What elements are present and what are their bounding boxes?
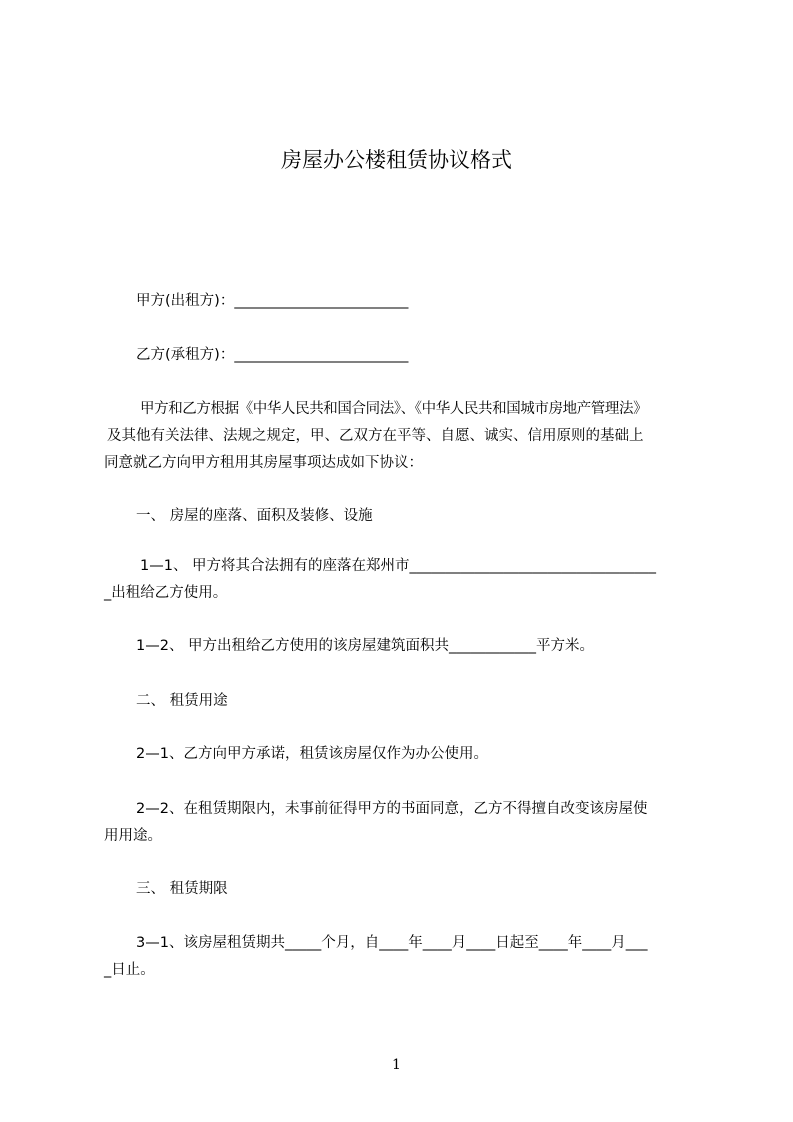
clause-2-2-line-1: 2—2、在租赁期限内，未事前征得甲方的书面同意，乙方不得擅自改变该房屋使 [136,801,648,817]
clause-1-1-line-2: _出租给乙方使用。 [104,585,228,601]
party-a-line: 甲方(出租方)：________________________ [136,293,409,309]
preamble-line-2: 及其他有关法律、法规之规定，甲、乙双方在平等、自愿、诚实、信用原则的基础上 [107,428,644,444]
clause-3-1-line-1: 3—1、该房屋租赁期共_____个月，自____年____月____日起至____年____月___ [136,935,648,951]
clause-1-2: 1—2、 甲方出租给乙方使用的该房屋建筑面积共____________平方米。 [136,638,595,654]
clause-1-1-line-1: 1—1、 甲方将其合法拥有的座落在郑州市__________________________________ [140,558,657,574]
clause-3-1-line-2: _日止。 [104,962,155,978]
section-heading-1: 一、 房屋的座落、面积及装修、设施 [136,508,373,524]
document-title: 房屋办公楼租赁协议格式 [281,148,512,172]
party-b-line: 乙方(承租方)：________________________ [136,347,409,363]
clause-2-2-line-2: 用用途。 [104,828,162,844]
section-heading-3: 三、 租赁期限 [136,881,228,897]
section-heading-2: 二、 租赁用途 [136,693,228,709]
preamble-line-3: 同意就乙方向甲方租用其房屋事项达成如下协议： [104,455,423,471]
page-number: 1 [392,1057,401,1073]
preamble-line-1: 甲方和乙方根据《中华人民共和国合同法》、《中华人民共和国城市房地产管理法》 [140,401,648,417]
clause-2-1: 2—1、乙方向甲方承诺，租赁该房屋仅作为办公使用。 [136,746,488,762]
